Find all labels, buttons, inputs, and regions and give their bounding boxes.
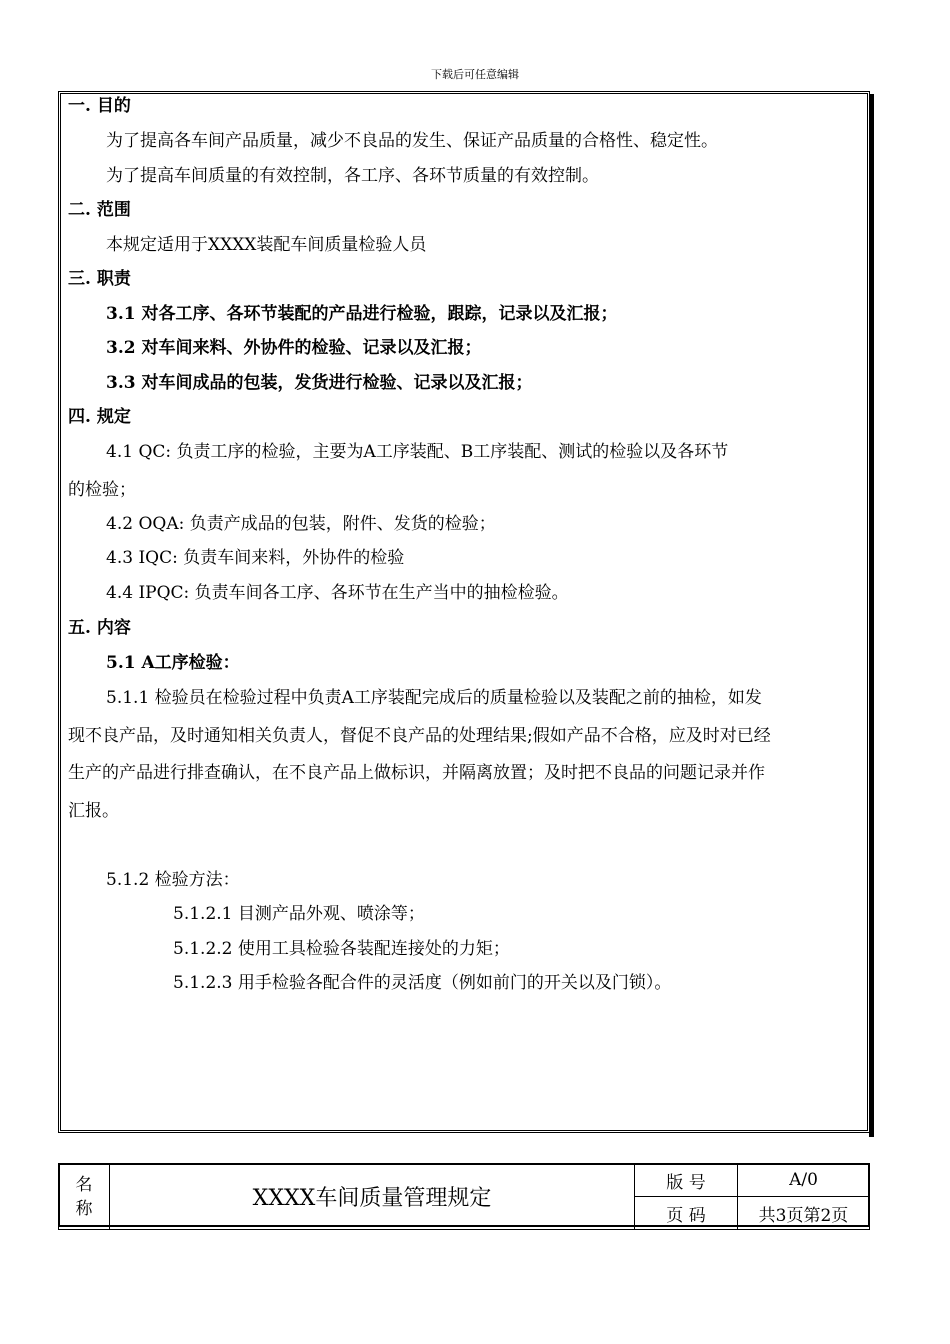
section-4-item-1-line-2: 的检验；: [68, 480, 136, 500]
section-5-1-2-title: 5.1.2 检验方法：: [106, 870, 240, 890]
section-3-item-2: 3.2 对车间来料、外协件的检验、记录以及汇报；: [106, 338, 482, 358]
document-title: XXXX车间质量管理规定: [252, 1186, 492, 1211]
section-5-1-1-line-2: 现不良产品，及时通知相关负责人，督促不良产品的处理结果;假如产品不合格，应及时对已经: [68, 726, 771, 746]
document-title-cell: [110, 1164, 635, 1230]
section-5-1-1-line-3: 生产的产品进行排查确认，在不良产品上做标识，并隔离放置；及时把不良品的问题记录并作: [68, 763, 765, 783]
section-1-paragraph-1: 为了提高各车间产品质量，减少不良品的发生、保证产品质量的合格性、稳定性。: [106, 131, 718, 151]
section-2-paragraph: 本规定适用于XXXX装配车间质量检验人员: [106, 235, 427, 255]
section-4-item-4: 4.4 IPQC: 负责车间各工序、各环节在生产当中的抽检检验。: [106, 583, 569, 603]
footer-table: [58, 1163, 870, 1230]
section-5-title: 五. 内容: [68, 618, 131, 638]
version-value: A/0: [789, 1170, 818, 1190]
section-4-title: 四. 规定: [68, 407, 131, 427]
section-4-item-3: 4.3 IQC: 负责车间来料，外协件的检验: [106, 548, 405, 568]
section-5-1-1-line-1: 5.1.1 检验员在检验过程中负责A工序装配完成后的质量检验以及装配之前的抽检，如发: [106, 688, 762, 708]
section-1-title: 一. 目的: [68, 96, 131, 116]
section-5-1-2-1: 5.1.2.1 目测产品外观、喷涂等；: [173, 904, 425, 924]
version-value-cell: [738, 1164, 870, 1197]
section-4-item-1-line-1: 4.1 QC: 负责工序的检验，主要为A工序装配、B工序装配、测试的检验以及各环节: [106, 442, 729, 462]
name-label-char-1: 名: [75, 1174, 93, 1195]
section-5-1-title: 5.1 A工序检验：: [106, 653, 240, 673]
section-3-item-3: 3.3 对车间成品的包装，发货进行检验、记录以及汇报；: [106, 373, 533, 393]
version-label: 版 号: [666, 1172, 706, 1193]
section-2-title: 二. 范围: [68, 200, 131, 220]
section-5-1-1-line-4: 汇报。: [68, 801, 119, 821]
section-3-item-1: 3.1 对各工序、各环节装配的产品进行检验，跟踪，记录以及汇报；: [106, 304, 618, 324]
section-4-item-2: 4.2 OQA: 负责产成品的包装，附件、发货的检验；: [106, 514, 496, 534]
section-5-1-2-3: 5.1.2.3 用手检验各配合件的灵活度（例如前门的开关以及门锁）。: [173, 973, 672, 993]
section-1-paragraph-2: 为了提高车间质量的有效控制，各工序、各环节质量的有效控制。: [106, 166, 599, 186]
header-note: 下载后可任意编辑: [431, 68, 519, 81]
page-label: 页 码: [666, 1205, 706, 1226]
page-value: 共3页第2页: [758, 1205, 849, 1226]
section-3-title: 三. 职责: [68, 269, 131, 289]
version-label-cell: [635, 1164, 738, 1197]
page-label-cell: [635, 1197, 738, 1230]
page-value-cell: [738, 1197, 870, 1230]
section-5-1-2-2: 5.1.2.2 使用工具检验各装配连接处的力矩；: [173, 939, 510, 959]
name-label-cell: [59, 1164, 110, 1230]
name-label-char-2: 称: [75, 1198, 93, 1219]
